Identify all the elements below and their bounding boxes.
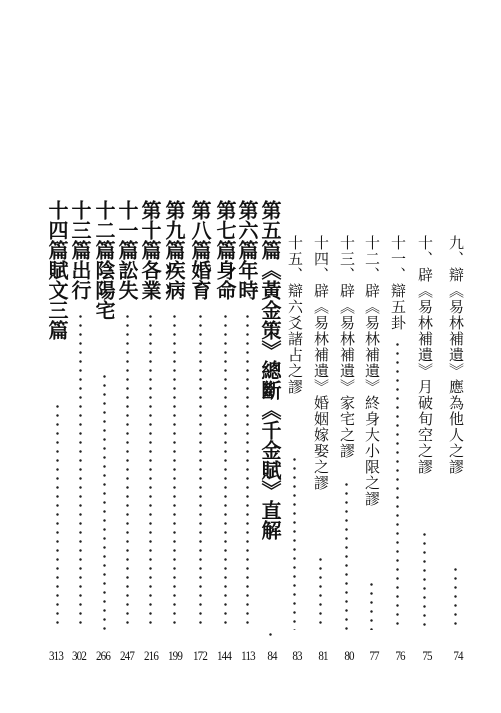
dot-leader [149, 312, 152, 630]
page-number: 302 [71, 648, 87, 663]
page-number: 77 [369, 648, 379, 663]
toc-entry-title: 十、辟《易林補遺》月破旬空之謬 [416, 235, 434, 475]
dot-leader [126, 312, 129, 630]
dot-leader [224, 312, 227, 630]
dot-leader [56, 402, 59, 630]
page-number: 81 [318, 648, 328, 663]
toc-entry-title: 第十篇各業 [138, 200, 162, 300]
dot-leader [293, 455, 296, 630]
toc-entry-title: 第七篇身命 [213, 200, 237, 300]
toc-entry-title: 第八篇婚育 [188, 200, 212, 300]
dot-leader [370, 580, 373, 630]
dot-leader [173, 312, 176, 630]
dot-leader [396, 340, 399, 630]
toc-entry-title: 十二、辟《易林補遺》終身大小限之謬 [363, 235, 381, 507]
page-number: 80 [344, 648, 354, 663]
page-number: 83 [292, 648, 302, 663]
dot-leader [319, 555, 322, 630]
toc-entry-title: 十四篇賦文三篇 [45, 200, 69, 340]
page-number: 76 [395, 648, 405, 663]
page-number: 113 [241, 648, 255, 663]
toc-entry-title: 九、辯《易林補遺》應為他人之謬 [447, 235, 465, 475]
dot-leader [269, 630, 272, 640]
page-number: 199 [167, 648, 183, 663]
page-number: 84 [267, 648, 277, 663]
toc-entry-title: 十一、辯五卦 [389, 235, 407, 331]
page-number: 266 [95, 648, 111, 663]
toc-entry-title: 十三篇出行 [68, 200, 92, 300]
page-number: 247 [119, 648, 135, 663]
toc-entry-title: 第六篇年時 [235, 200, 259, 300]
dot-leader [454, 565, 457, 630]
page-number: 144 [216, 648, 232, 663]
dot-leader [199, 312, 202, 630]
dot-leader [246, 312, 249, 630]
dot-leader [345, 480, 348, 630]
toc-entry-title: 十五、辯六爻諸占之謬 [286, 235, 304, 395]
toc-entry-title: 十二篇陰陽宅 [92, 200, 116, 320]
dot-leader [103, 372, 106, 630]
dot-leader [423, 530, 426, 630]
toc-entry-title: 十一篇訟失 [115, 200, 139, 300]
page-number: 172 [192, 648, 208, 663]
page-number: 313 [48, 648, 64, 663]
page-number: 216 [143, 648, 159, 663]
toc-entry-title: 十三、辟《易林補遺》家宅之謬 [338, 235, 356, 459]
page-number: 75 [422, 648, 432, 663]
dot-leader [79, 312, 82, 630]
toc-entry-title: 十四、辟《易林補遺》婚姻嫁娶之謬 [312, 235, 330, 491]
toc-entry-title: 第五篇《黃金策》總斷《千金賦》直解 [258, 200, 282, 540]
toc-entry-title: 第九篇疾病 [162, 200, 186, 300]
page-number: 74 [453, 648, 463, 663]
